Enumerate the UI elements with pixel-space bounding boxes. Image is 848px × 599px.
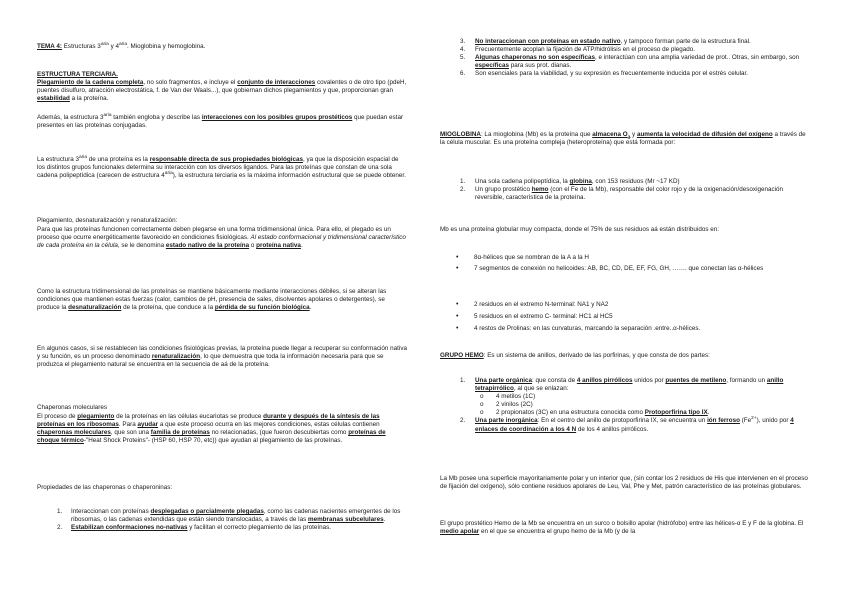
paragraph-mb-globular: Mb es una proteína globular muy compacta, donde el 75% de sus residuos aá están distribuidos en: (440, 226, 719, 233)
propiedades-list-continued (440, 38, 812, 78)
list-item: o 2 propionatos (3C) en una estructura conocida como Protoporfirina tipo IX. (480, 409, 710, 417)
paragraph-mioglobina: MIOGLOBINA: La mioglobina (Mb) es la proteína que almacena $O_2$ y aumenta la velocidad de difusión del oxígeno a través de la célula muscular. Es una proteína compleja (heteroproteína) que está formada por: (440, 131, 806, 147)
list-item: • 7 segmentos de conexión no helicoides: AB, BC, CD, DE, EF, FG, GH, ……. que conectan las α-hélices (456, 265, 764, 273)
paragraph-grupo-hemo: GRUPO HEMO: Es un sistema de anillos, derivado de las porfirinas, y que consta de dos partes: (440, 352, 710, 359)
list-item: • 8α-hélices que se nombran de la A a la H (456, 254, 589, 261)
bullet-icon: • (456, 301, 459, 308)
list-item: 2. Una parte inorgánica: En el centro del anillo de protoporfirina IX, se encuentra un ión ferroso $(Fe^{2+})$, unido por 4 enlaces de coordinación a los 4 N de los 4 anillos pirrólicos. (460, 416, 794, 433)
helices-bullet-list (440, 254, 812, 273)
residuos-bullet-list (440, 301, 812, 333)
paragraph-terciaria-definition: Plegamiento de la cadena completa, no solo fragmentos, e incluye el conjunto de interacciones covalentes o de otro tipo (pdeH, puentes disulfuro, atracción electrostática, f. de Van der Waals...), que gobiernan dichos plegamientos y que, proporcionan gran estabilidad a la proteína. (37, 79, 407, 103)
list-item: 2. Estabilizan conformaciones no-nativas y facilitan el correcto plegamiento de las proteínas. (57, 524, 332, 532)
paragraph-estado-nativo: Para que las proteínas funcionen correctamente deben plegarse en una forma tridimensional única. Para ello, el plegado es un proceso que ocurre energéticamente favorecido en condiciones fisiológicas. Al estado conformacional y tridimensional característico de cada proteína en la célula, se le denomina estado nativo de la proteína o proteína nativa. (37, 226, 406, 250)
list-item: 6. Son esenciales para la viabilidad, y su expresión es frecuentemente inducida por el estrés celular. (460, 70, 749, 78)
propiedades-list (37, 508, 407, 532)
list-item: 1. Interaccionan con proteínas desplegadas o parcialmente plegadas, como las cadenas nacientes emergentes de los ribosomas, o las cadenas extendidas que están siendo translocadas, a través de las membranas subcelulares. (57, 508, 401, 524)
list-item: 4. Frecuentemente acoplan la fijación de ATP/hidrólisis en el proceso de plegado. (460, 46, 696, 54)
list-item: • 2 residuos en el extremo N-terminal: NA1 y NA2 (456, 301, 609, 308)
section-heading-terciaria: ESTRUCTURA TERCIARIA. (37, 71, 118, 78)
paragraph-hemo-surco: El grupo prostético Hemo de la Mb se encuentra en un surco o bolsillo apolar (hidrófobo) entre las hélices-α E y F de la globina. El medio apolar en el que se encuentra el grupo hemo de la Mb (y de la (440, 520, 804, 536)
mioglobina-composition-list (440, 178, 812, 202)
paragraph-desnaturalizacion: Como la estructura tridimensional de las proteínas se mantiene básicamente mediante interacciones débiles, si se alteran las condiciones que mantienen estas fuerzas (calor, cambios de pH, presencia de sales, disolventes apolares o detergentes), se produce la desnaturalización de la proteína, que conduce a la pérdida de su función biológica. (37, 288, 387, 312)
bullet-icon: • (456, 313, 459, 321)
list-item: 5. Algunas chaperonas no son específicas, e interactúan con una amplia variedad de prot.. Otras, sin embargo, son específicas para sus prot. dianas. (460, 54, 800, 70)
list-item: • 5 residuos en el extremo C- terminal: HC1 al HC5 (456, 313, 613, 321)
section-heading-chaperonas: Chaperonas moleculares (37, 404, 108, 411)
paragraph-propiedades-biologicas: La estructura $3^{aria}$ de una proteína es la responsable directa de sus propiedades biológicas, ya que la disposición espacial de los distintos grupos funcionales determina su interacción con los diversos ligandos. Para las proteínas que constan de una sola cadena polipeptídica (carecen de estructura $4^{aria}$), la estructura terciaria es la máxima información estructural que se puede obtener. (37, 155, 406, 180)
list-item: 1. Una parte orgánica: que consta de 4 anillos pirrólicos unidos por puentes de metileno, formando un anillo tetrapirrólico, al que se enlazan: (460, 377, 784, 393)
list-item: o 4 metilos (1C) (480, 393, 536, 401)
paragraph-renaturalizacion: En algunos casos, si se restablecen las condiciones fisiológicas previas, la proteína puede llegar a recuperar su conformación nativa y su función, es un proceso denominado renaturalización, lo que demuestra que toda la información necesaria para que se produzca el plegamiento natural se encuentra en la secuencia de aá de la proteína. (37, 345, 407, 369)
list-item: 3. No interaccionan con proteínas en estado nativo, y tampoco forman parte de la estructura final. (460, 38, 751, 45)
section-heading-plegamiento: Plegamiento, desnaturalización y renaturalización: (37, 217, 178, 224)
bullet-icon: • (456, 265, 459, 273)
page-title: TEMA 4: Estructuras $3^{aria}$ y $4^{aria}$. Mioglobina y hemoglobina. (37, 42, 206, 50)
paragraph-chaperonas: El proceso de plegamiento de la proteínas en las células eucariotas se produce durante y después de la síntesis de las proteínas en los ribosomas. Para ayudar a que este proceso ocurra en las mejores condiciones, estas células contienen chaperonas moleculares, que son una familia de proteínas no relacionadas, (que fueron descubiertas como proteínas de choque térmico-"Heat Shock Proteins"- (HSP 60, HSP 70, etc)) que ayudan al plegamiento de las proteínas. (37, 413, 386, 445)
list-item: o 2 vinilos (2C) (480, 401, 533, 409)
list-item: 1. Una sola cadena polipeptídica, la globina, con 153 residuos (Mr ~17 KD) (460, 178, 680, 185)
paragraph-grupos-prosteticos: Además, la estructura $3^{aria}$ también engloba y describe las interacciones con los posibles grupos prostéticos que puedan estar presentes en las proteínas conjugadas. (37, 113, 404, 130)
paragraph-mb-superficie: La Mb posee una superficie mayoritariamente polar y un interior que, (sin contar los 2 residuos de His que intervienen en el proceso de fijación del oxígeno), sólo contiene residuos apolares de Leu, Val, Phe y Met, patrón característico de las proteínas globulares. (440, 475, 808, 491)
section-heading-propiedades: Propiedades de las chaperonas o chaperoninas: (37, 484, 173, 491)
bullet-icon: • (456, 325, 459, 333)
bullet-icon: • (456, 254, 459, 261)
list-item: 2. Un grupo prostético hemo (con el Fe de la Mb), responsable del color rojo y de la oxigenación/desoxigenación reversible, característica de la proteína. (460, 186, 784, 202)
list-item: • 4 restos de Prolinas: en las curvaturas, marcando la separación .entre..α-hélices. (456, 325, 701, 333)
hemo-parts-list (440, 377, 812, 434)
